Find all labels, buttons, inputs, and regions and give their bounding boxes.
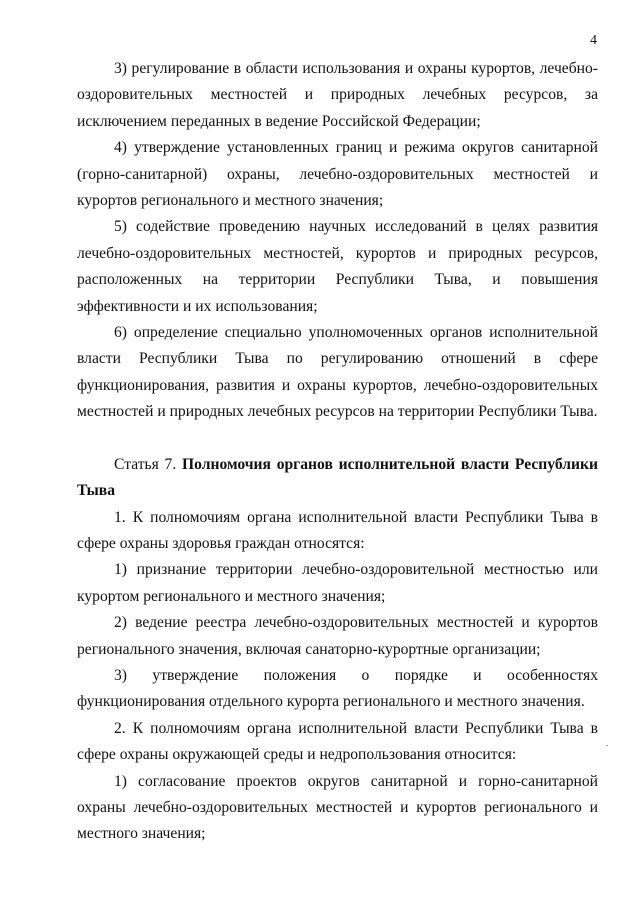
document-body [77,56,598,848]
paragraph-section-1-item-2: 2) ведение реестра лечебно-оздоровительных местностей и курортов регионального значения, включая санаторно-курортные организации; [77,614,598,658]
paragraph-item-5: 5) содействие проведению научных исследований в целях развития лечебно-оздоровительных местностей, курортов и природных ресурсов, расположенных на территории Республики Тыва, и повышения эффективности и их использования; [77,218,598,315]
paragraph-section-1-item-3: 3) утверждение положения о порядке и особенностях функционирования отдельного курорта регионального и местного значения. [77,666,598,711]
page-number: 4 [590,33,597,48]
article-heading [77,452,598,505]
paragraph-item-3: 3) регулирование в области использования и охраны курортов, лечебно-оздоровительных местностей и природных лечебных ресурсов, за исключением переданных в ведение Российской Федерации; [77,60,598,130]
paragraph-item-4: 4) утверждение установленных границ и режима округов санитарной (горно-санитарной) охраны, лечебно-оздоровительных местностей и курортов регионального и местного значения; [77,139,598,210]
paragraph-section-2: 2. К полномочиям органа исполнительной власти Республики Тыва в сфере охраны окружающей среды и недропользования относится: [77,719,598,764]
paragraph-section-1: 1. К полномочиям органа исполнительной власти Республики Тыва в сфере охраны здоровья граждан относятся: [77,508,598,552]
article-label: Статья 7. [114,455,177,473]
paragraph-item-6: 6) определение специально уполномоченных органов исполнительной власти Республики Тыва по регулированию отношений в сфере функционирования, развития и охраны курортов, лечебно-оздоровительных местностей и природных лечебных ресурсов на территории Республики Тыва. [77,324,598,421]
paragraph-section-1-item-1: 1) признание территории лечебно-оздоровительной местностью или курортом регионального и местного значения; [77,561,598,605]
paragraph-section-2-item-1: 1) согласование проектов округов санитарной и горно-санитарной охраны лечебно-оздоровительных местностей и курортов регионального и местного значения; [77,772,598,843]
scan-artifact [606,745,608,746]
article-title: Полномочия органов исполнительной власти Республики Тыва [77,455,598,500]
